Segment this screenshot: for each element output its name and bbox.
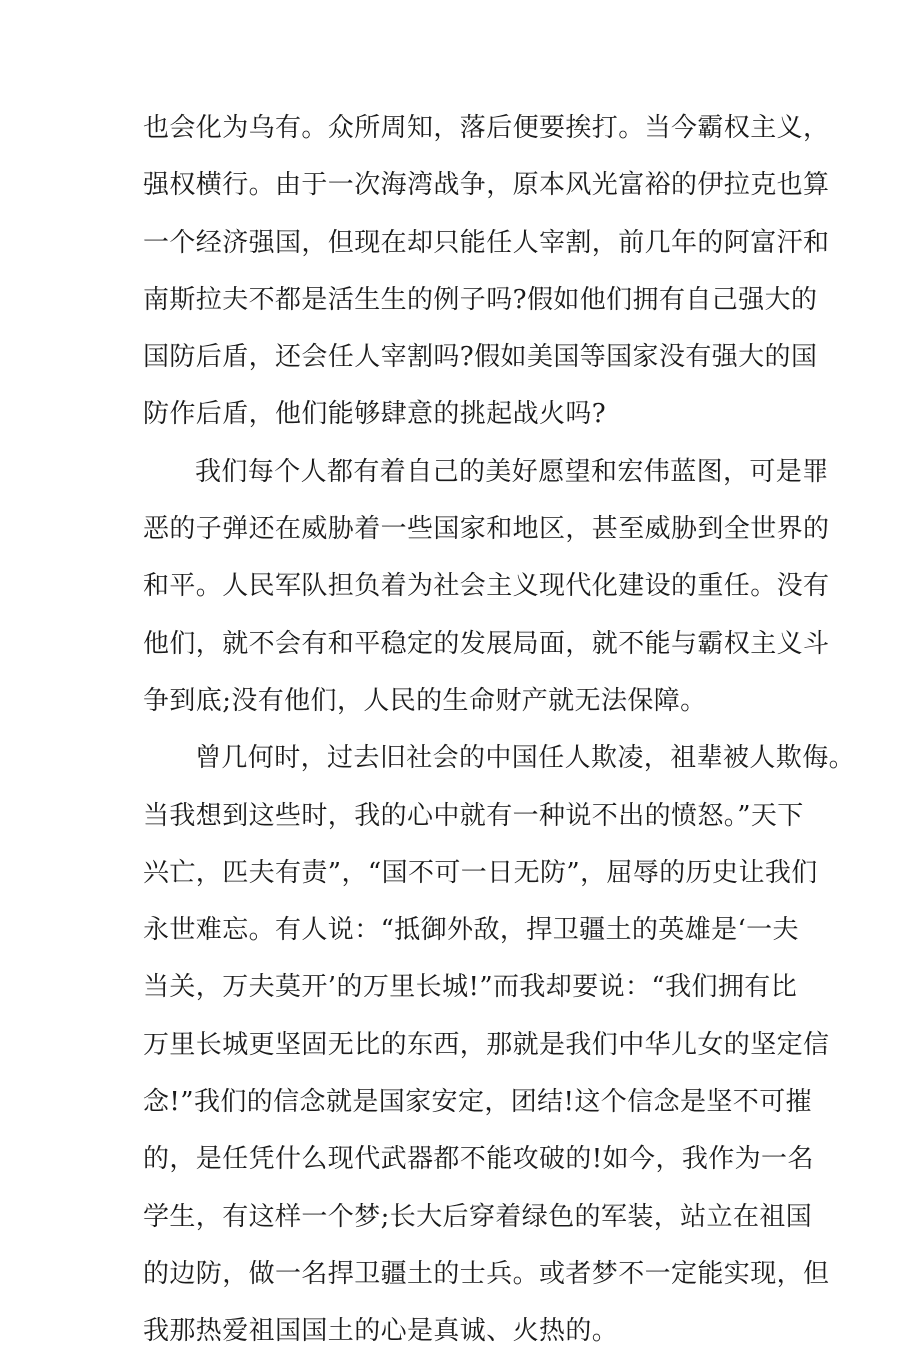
text-line: 的，是任凭什么现代武器都不能攻破的!如今，我作为一名 [143,1144,814,1175]
paragraph-start-line: 我们每个人都有着自己的美好愿望和宏伟蓝图，可是罪 [195,456,829,487]
text-line: 我那热爱祖国国土的心是真诚、火热的。 [143,1316,619,1347]
text-line: 学生，有这样一个梦;长大后穿着绿色的军装，站立在祖国 [143,1201,813,1232]
text-line: 的边防，做一名捍卫疆土的士兵。或者梦不一定能实现，但 [143,1258,830,1289]
text-line: 国防后盾，还会任人宰割吗?假如美国等国家没有强大的国 [143,342,818,373]
text-line: 一个经济强国，但现在却只能任人宰割，前几年的阿富汗和 [143,227,830,258]
text-line: 当我想到这些时，我的心中就有一种说不出的愤怒。”天下 [143,800,804,831]
text-line: 和平。人民军队担负着为社会主义现代化建设的重任。没有 [143,571,830,602]
text-line: 恶的子弹还在威胁着一些国家和地区，甚至威胁到全世界的 [143,514,830,545]
text-line: 永世难忘。有人说：“抵御外敌，捍卫疆土的英雄是‘一夫 [143,915,799,946]
text-line: 万里长城更坚固无比的东西，那就是我们中华儿女的坚定信 [143,1029,830,1060]
text-line: 也会化为乌有。众所周知，落后便要挨打。当今霸权主义， [143,113,830,143]
document-page [143,100,856,1361]
text-line: 南斯拉夫不都是活生生的例子吗?假如他们拥有自己强大的 [143,284,818,315]
text-line: 防作后盾，他们能够肆意的挑起战火吗? [143,399,607,430]
paragraph-start-line: 曾几何时，过去旧社会的中国任人欺凌，祖辈被人欺侮。 [195,743,856,774]
text-line: 争到底;没有他们，人民的生命财产就无法保障。 [143,685,707,716]
text-line: 当关，万夫莫开’的万里长城!”而我却要说：“我们拥有比 [143,972,798,1003]
text-line: 念!”我们的信念就是国家安定，团结!这个信念是坚不可摧 [143,1087,812,1118]
text-line: 兴亡，匹夫有责”，“国不可一日无防”，屈辱的历史让我们 [143,857,818,888]
text-line: 强权横行。由于一次海湾战争，原本风光富裕的伊拉克也算 [143,170,830,201]
text-line: 他们，就不会有和平稳定的发展局面，就不能与霸权主义斗 [143,628,830,659]
